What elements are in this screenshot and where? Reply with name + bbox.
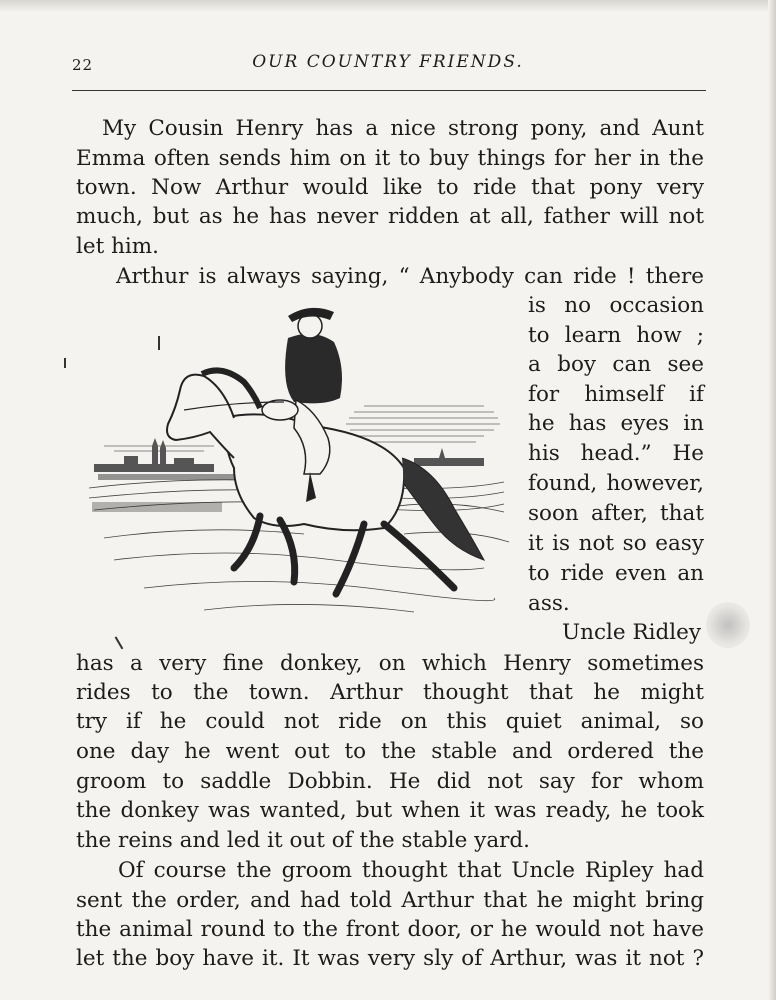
text-line: to ride even an (528, 561, 704, 586)
text-line: try if he could not ride on this quiet animal, so (76, 709, 704, 734)
ink-stain (706, 602, 750, 648)
text-line: a boy can see (528, 352, 704, 377)
text-line: found, however, (528, 471, 704, 496)
text-line: Of course the groom thought that Uncle Ripley had (118, 858, 704, 883)
text-line: sent the order, and had told Arthur that he might bring (76, 888, 704, 913)
text-line: the donkey was wanted, but when it was ready, he took (76, 798, 704, 823)
page-number: 22 (72, 56, 94, 74)
text-line: the animal round to the front door, or he would not have (76, 917, 704, 942)
text-line: is no occasion (528, 293, 704, 318)
print-mark (115, 637, 123, 650)
text-line: town. Now Arthur would like to ride that pony very (76, 175, 704, 200)
text-line: it is not so easy (528, 531, 704, 556)
page-edge-shadow (0, 0, 776, 12)
text-line: let him. (76, 234, 160, 259)
boy-riding-pony-illustration (84, 298, 514, 630)
header-rule (72, 90, 706, 91)
text-line: My Cousin Henry has a nice strong pony, and Aunt (102, 116, 704, 141)
print-mark (64, 358, 66, 368)
text-line: Emma often sends him on it to buy things for her in the (76, 146, 704, 171)
text-line: his head.” He (528, 441, 704, 466)
text-line: groom to saddle Dobbin. He did not say for whom (76, 769, 704, 794)
text-line: let the boy have it. It was very sly of Arthur, was it not ? (76, 946, 704, 971)
text-line: for himself if (528, 382, 704, 407)
running-head: OUR COUNTRY FRIENDS. (252, 52, 524, 72)
text-line: to learn how ; (528, 323, 704, 348)
text-line: has a very fine donkey, on which Henry sometimes (76, 651, 704, 676)
text-line: Uncle Ridley (562, 620, 702, 645)
page-edge-shadow-right (768, 0, 776, 1000)
text-line: he has eyes in (528, 411, 704, 436)
text-line: rides to the town. Arthur thought that he might (76, 680, 704, 705)
text-line: much, but as he has never ridden at all, father will not (76, 204, 704, 229)
text-line: one day he went out to the stable and ordered the (76, 739, 704, 764)
text-line: ass. (528, 591, 570, 616)
text-line: Arthur is always saying, “ Anybody can ride ! there (116, 264, 704, 289)
text-line: soon after, that (528, 501, 704, 526)
text-line: the reins and led it out of the stable yard. (76, 828, 531, 853)
